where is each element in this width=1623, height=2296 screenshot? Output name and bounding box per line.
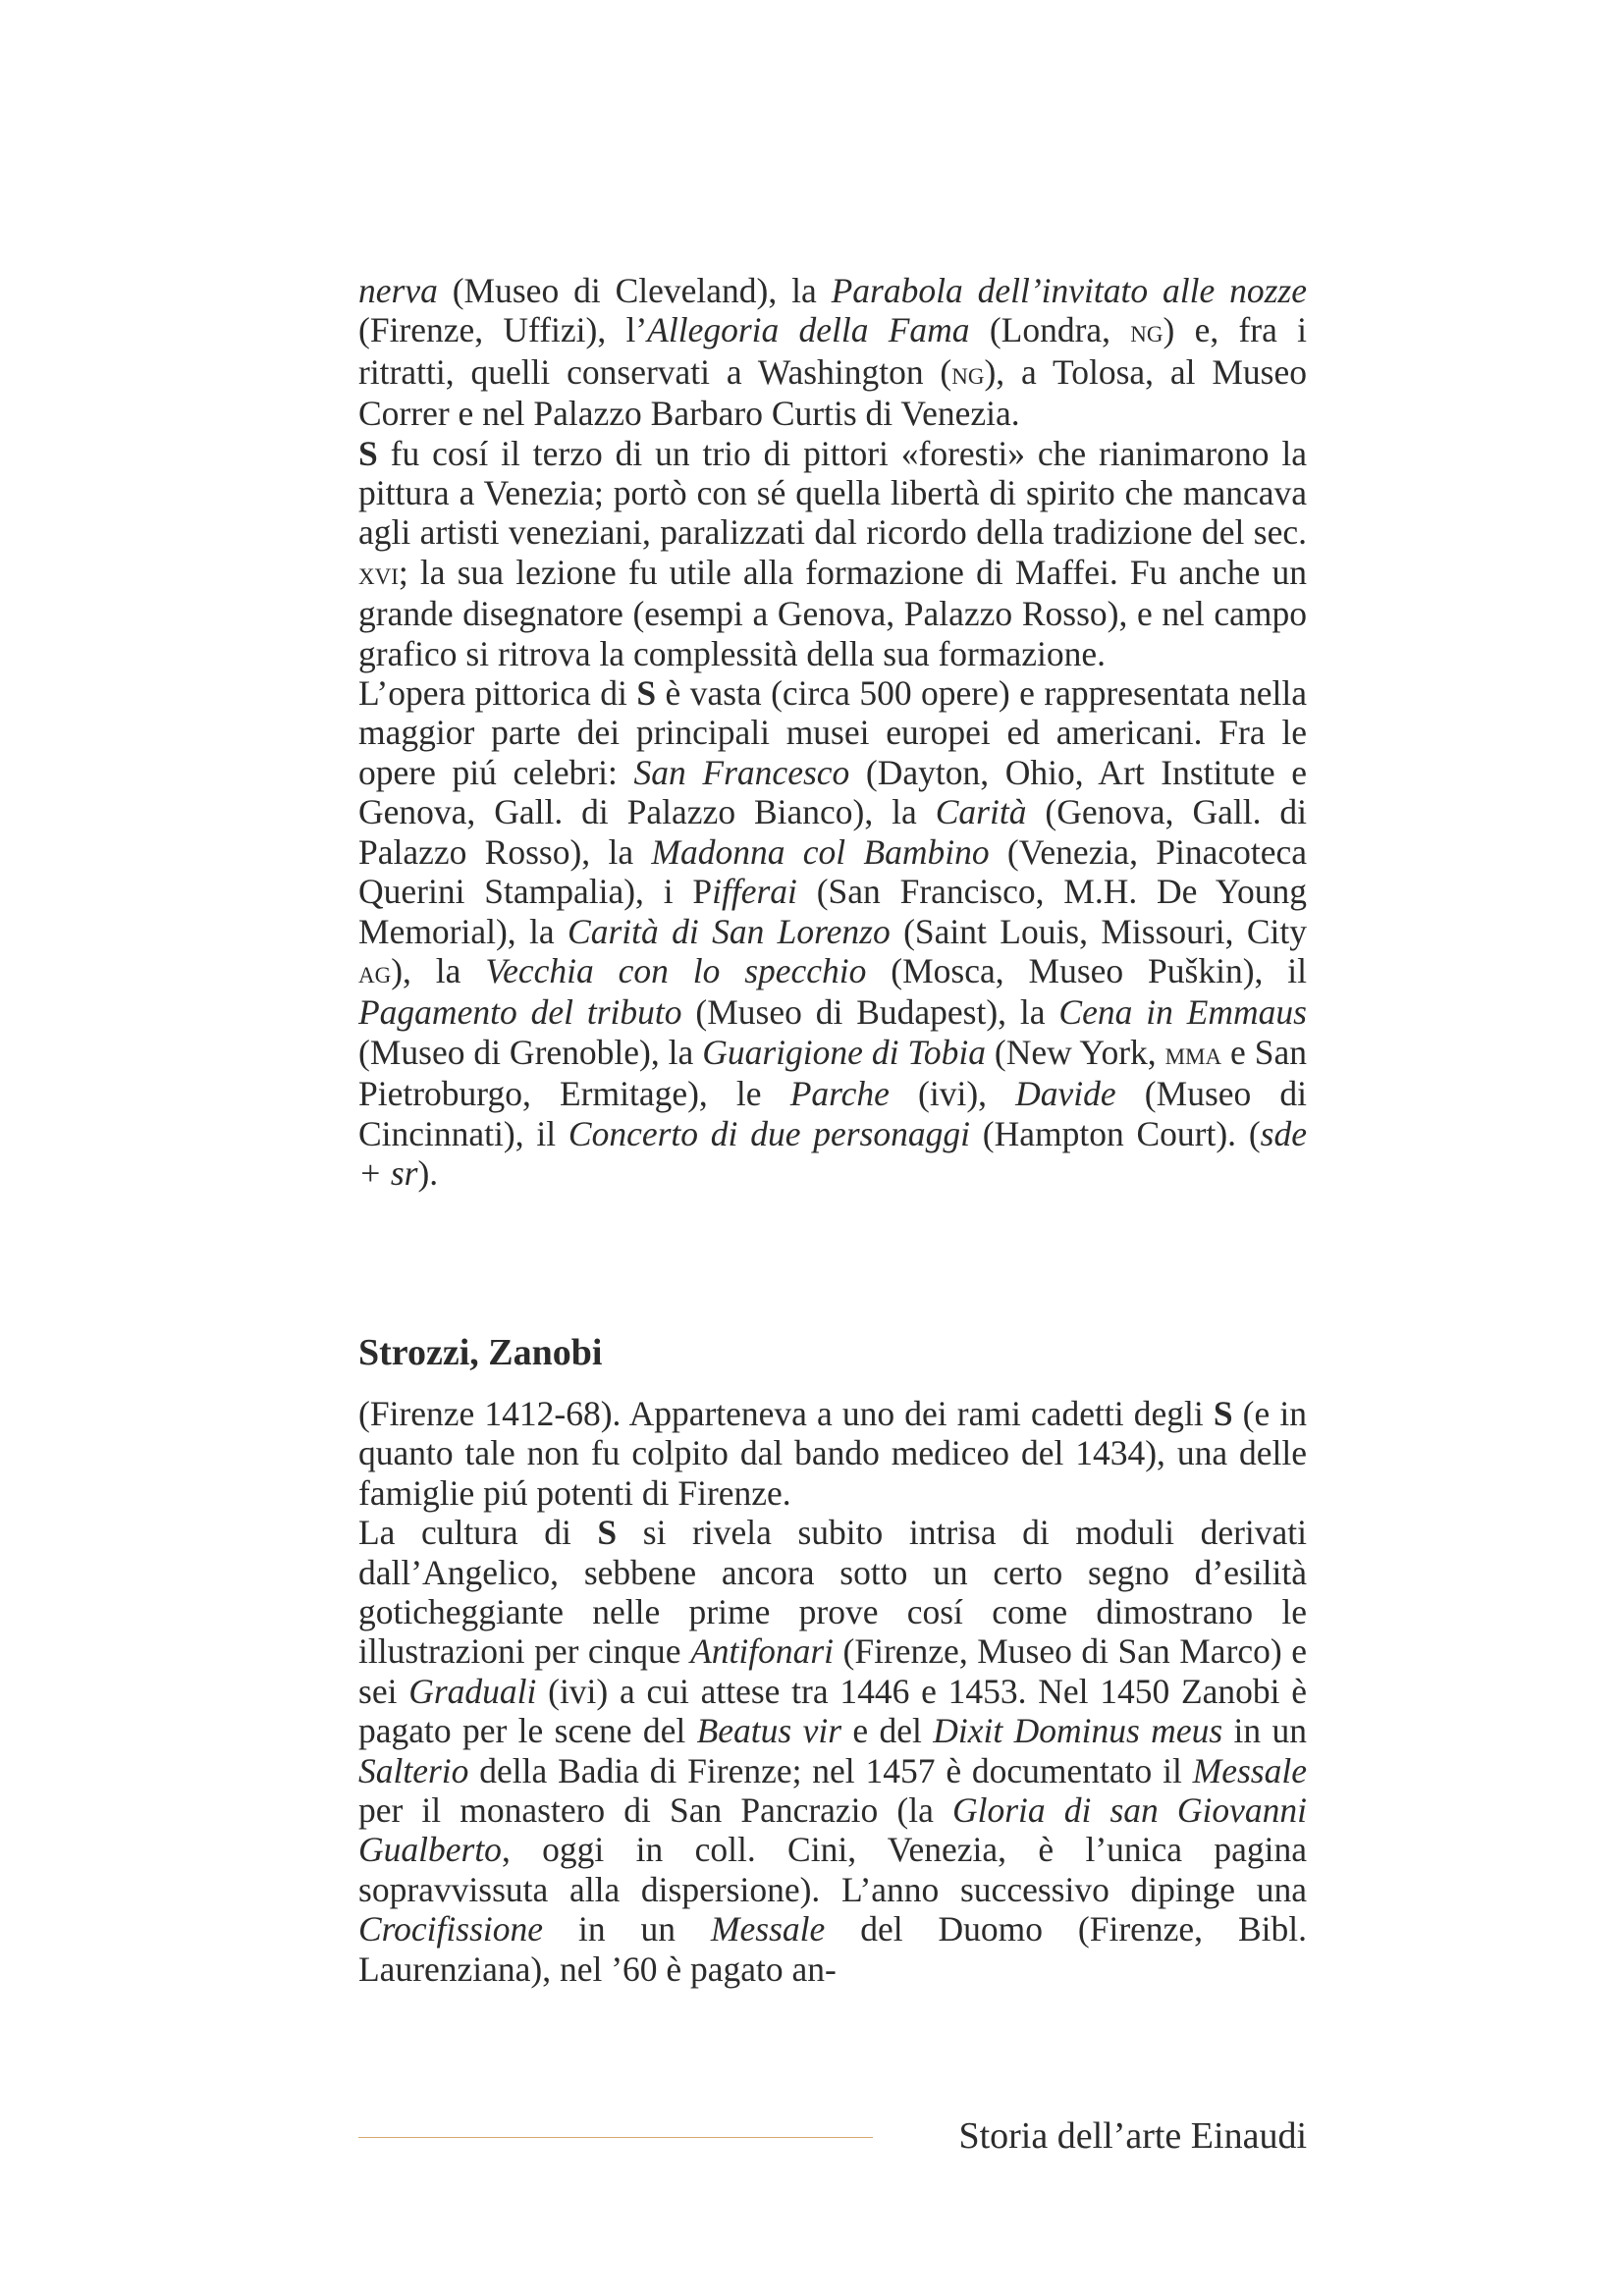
body-text-continued [358, 271, 1307, 1193]
italic-title: Graduali [408, 1671, 537, 1711]
paragraph [358, 434, 1307, 673]
text-run: è vasta (circa 500 opere) e rappresentata nella maggior parte dei principali musei europei ed americani. Fra le opere piú celebri: [358, 673, 1307, 792]
text-run: della Badia di Firenze; nel 1457 è documentato il [468, 1750, 1193, 1790]
italic-title: Cena in Emmaus [1058, 992, 1307, 1033]
text-run: (ivi) a cui attese tra 1446 e 1453. Nel 1450 Zanobi è pagato per le scene del [358, 1671, 1308, 1751]
paragraph [358, 1513, 1307, 1989]
text-run: (Museo di Grenoble), la [358, 1032, 703, 1072]
text-run: (Mosca, Museo Puškin), il [866, 950, 1307, 990]
paragraph [358, 673, 1307, 1193]
footer-book-title: Storia dell’arte Einaudi [958, 2115, 1307, 2157]
text-run: ) e, fra i ritratti, quelli conservati a Washington ( [358, 310, 1307, 392]
entry-abbreviation: S [597, 1513, 618, 1553]
text-run: (New York, [985, 1032, 1165, 1072]
entry-abbreviation: S [1213, 1394, 1233, 1433]
text-run: La cultura di [358, 1513, 598, 1553]
italic-title: Gloria di san Giovanni Gualberto [358, 1790, 1307, 1870]
small-caps-abbreviation: xvi [358, 556, 399, 592]
paragraph [358, 271, 1307, 434]
text-run: (e in quanto tale non fu colpito dal bando mediceo del 1434), una delle famiglie piú potenti di Firenze. [358, 1394, 1307, 1513]
text-run: (Londra, [969, 310, 1131, 350]
italic-title: sde + sr [358, 1113, 1307, 1193]
entry-heading: Strozzi, Zanobi [358, 1332, 603, 1373]
entry-abbreviation: S [636, 673, 657, 714]
italic-title: Parabola dell’invitato alle nozze [831, 271, 1307, 310]
small-caps-abbreviation: mma [1164, 1036, 1222, 1072]
italic-title: Concerto di due personaggi [568, 1113, 970, 1153]
text-run: per il monastero di San Pancrazio (la [358, 1790, 952, 1831]
text-run: in un [543, 1909, 711, 1949]
text-run: L’opera pittorica di [358, 673, 637, 714]
italic-title: Messale [710, 1909, 826, 1949]
text-run: (Hampton Court). ( [969, 1113, 1261, 1153]
italic-title: San Francesco [633, 752, 850, 792]
text-run: (Museo di Cleveland), la [437, 271, 832, 310]
italic-title: nerva [358, 271, 438, 310]
italic-title: Crocifissione [358, 1909, 544, 1949]
italic-title: Allegoria della Fama [647, 310, 970, 350]
text-run: , oggi in coll. Cini, Venezia, è l’unica pagina sopravvissuta alla dispersione). L’anno successivo dipinge una [358, 1830, 1307, 1909]
text-run: (Firenze 1412-68). Apparteneva a uno dei rami cadetti degli [358, 1394, 1214, 1433]
text-run: (Genova, Gall. di Palazzo Rosso), la [358, 792, 1307, 872]
italic-title: Pagamento del tributo [358, 992, 682, 1033]
italic-title: Parche [789, 1074, 890, 1114]
small-caps-abbreviation: ng [1130, 314, 1163, 350]
text-run: (Firenze, Museo di San Marco) e sei [358, 1631, 1307, 1711]
small-caps-abbreviation: ng [951, 355, 985, 392]
text-run: (Venezia, Pinacoteca Querini Stampalia), i P [358, 831, 1307, 912]
italic-title: Carità [935, 792, 1027, 832]
text-run: fu cosí il terzo di un trio di pittori «foresti» che rianimarono la pittura a Venezia; portò con sé quella libertà di spirito che mancava agli artisti veneziani, paralizzati dal ricordo della tradizione del sec. [358, 433, 1307, 553]
italic-title: Beatus vir [696, 1711, 842, 1751]
text-run: ), a Tolosa, al Museo Correr e nel Palazzo Barbaro Curtis di Venezia. [358, 351, 1307, 434]
text-run: del Duomo (Firenze, Bibl. Laurenziana), nel ’60 è pagato an- [358, 1909, 1307, 1989]
text-run: (Saint Louis, Missouri, City [890, 911, 1307, 951]
italic-title: Messale [1192, 1750, 1307, 1790]
italic-title: Carità di San Lorenzo [568, 911, 891, 951]
entry-abbreviation: S [358, 433, 378, 473]
text-run: ), la [391, 950, 486, 990]
italic-title: Madonna col Bambino [651, 831, 990, 872]
italic-title: Davide [1015, 1074, 1116, 1114]
text-run: (Firenze, Uffizi), l’ [358, 310, 648, 350]
text-run: ; la sua lezione fu utile alla formazione di Maffei. Fu anche un grande disegnatore (esempi a Genova, Palazzo Rosso), e nel campo grafico si ritrova la complessità della sua formazione. [358, 552, 1307, 673]
small-caps-abbreviation: ag [358, 954, 392, 990]
footer-divider [358, 2137, 873, 2138]
italic-title: Salterio [358, 1750, 469, 1790]
entry-body-text [358, 1394, 1307, 1989]
text-run: (ivi), [889, 1074, 1016, 1114]
italic-title: Guarigione di Tobia [702, 1032, 986, 1072]
paragraph [358, 1394, 1307, 1513]
text-run: e San Pietroburgo, Ermitage), le [358, 1032, 1307, 1114]
text-run: si rivela subito intrisa di moduli derivati dall’Angelico, sebbene ancora sotto un certo segno d’esilità goticheggiante nelle prime prove cosí come dimostrano le illustrazioni per cinque [358, 1513, 1308, 1672]
italic-title: ifferai [712, 872, 797, 912]
text-run: (San Francisco, M.H. De Young Memorial), la [358, 872, 1307, 951]
text-run: (Museo di Budapest), la [681, 992, 1059, 1033]
italic-title: Antifonari [690, 1631, 835, 1672]
text-run: e del [841, 1711, 934, 1751]
text-run: in un [1222, 1711, 1307, 1751]
text-run: (Dayton, Ohio, Art Institute e Genova, Gall. di Palazzo Bianco), la [358, 752, 1308, 832]
italic-title: Dixit Dominus meus [933, 1711, 1223, 1751]
text-run: ). [417, 1152, 439, 1193]
italic-title: Vecchia con lo specchio [485, 950, 867, 990]
text-run: (Museo di Cincinnati), il [358, 1074, 1308, 1153]
